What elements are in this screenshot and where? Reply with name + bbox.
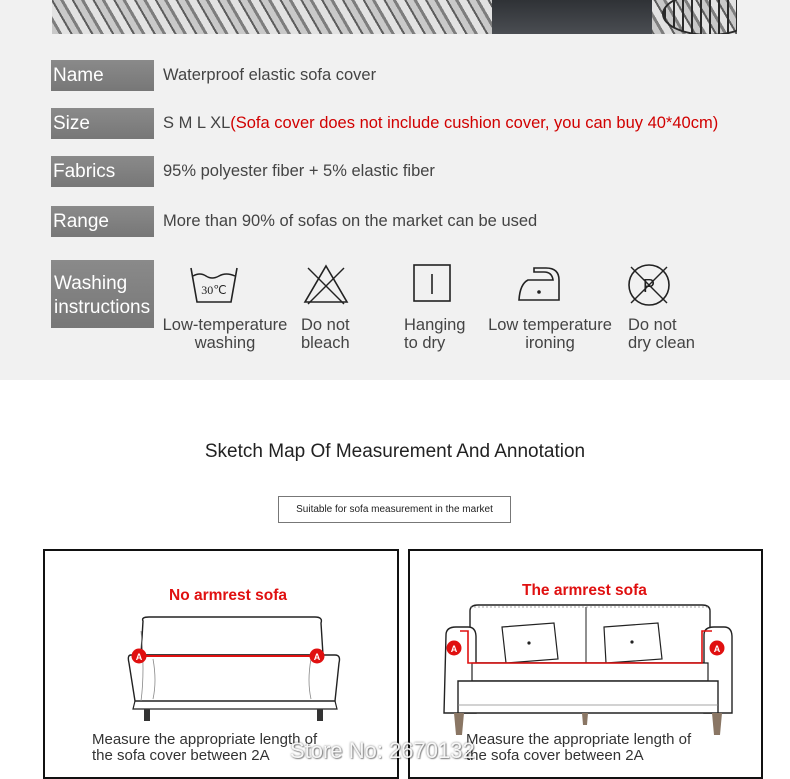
marker-a-right-label: A bbox=[313, 652, 321, 662]
caption-line: washing bbox=[194, 334, 256, 352]
washing-label-line1: Washing bbox=[54, 273, 128, 294]
panel-caption-armrest bbox=[466, 732, 691, 764]
marker-a-left-label: A bbox=[135, 652, 143, 662]
caption-line: bleach bbox=[301, 334, 350, 352]
caption-line: dry clean bbox=[628, 334, 695, 352]
panel-title-no-armrest: No armrest sofa bbox=[169, 587, 288, 604]
wash-30-icon bbox=[188, 262, 240, 306]
marker-a-right-label: A bbox=[713, 644, 721, 654]
caption-line: Do not bbox=[301, 316, 350, 334]
hang-dry-icon bbox=[411, 262, 453, 304]
wash-item-low-iron bbox=[480, 260, 620, 355]
spec-row-range bbox=[51, 206, 781, 237]
spec-row-fabrics bbox=[51, 156, 781, 187]
caption-line: Do not bbox=[628, 316, 677, 334]
panel-caption-no-armrest bbox=[92, 732, 317, 764]
caption-line: the sofa cover between 2A bbox=[92, 747, 270, 764]
wash-item-no-bleach bbox=[300, 260, 370, 355]
store-watermark: Store No: 2670132 bbox=[290, 738, 475, 763]
section-title: Sketch Map Of Measurement And Annotation bbox=[204, 441, 586, 462]
caption-line: Measure the appropriate length of bbox=[92, 731, 318, 748]
spec-label-fabrics: Fabrics bbox=[51, 156, 154, 187]
caption-line: Low-temperature bbox=[162, 316, 288, 334]
spec-value-name: Waterproof elastic sofa cover bbox=[163, 66, 377, 84]
caption-line: Hanging bbox=[404, 316, 466, 334]
caption-line: ironing bbox=[525, 334, 575, 352]
spec-row-size bbox=[51, 108, 781, 139]
marker-a-left-label: A bbox=[450, 644, 458, 654]
panel-title-armrest: The armrest sofa bbox=[522, 582, 647, 599]
suitable-box: Suitable for sofa measurement in the market bbox=[278, 496, 511, 523]
wash-item-low-temp-washing bbox=[155, 260, 295, 355]
stool-photo bbox=[662, 0, 737, 34]
spec-value-range: More than 90% of sofas on the market can be used bbox=[163, 212, 538, 230]
caption-line: to dry bbox=[404, 334, 446, 352]
wash-temp-text: 30℃ bbox=[201, 283, 227, 297]
low-iron-icon bbox=[516, 262, 562, 304]
spec-label-washing bbox=[51, 260, 154, 328]
spec-label-name: Name bbox=[51, 60, 154, 91]
wash-item-hang-dry bbox=[403, 260, 483, 355]
wash-caption-5 bbox=[628, 316, 695, 352]
caption-line: Measure the appropriate length of bbox=[466, 731, 692, 748]
caption-line: the sofa cover between 2A bbox=[466, 747, 644, 764]
wash-caption-1 bbox=[155, 316, 295, 352]
no-dry-clean-icon bbox=[626, 262, 672, 308]
wash-item-no-dry-clean bbox=[626, 260, 716, 355]
size-note: (Sofa cover does not include cushion cover, you can buy 40*40cm) bbox=[230, 114, 719, 132]
no-bleach-icon bbox=[302, 262, 350, 306]
spec-label-range: Range bbox=[51, 206, 154, 237]
size-options: S M L XL bbox=[163, 114, 231, 132]
sofa-photo bbox=[492, 0, 652, 34]
spec-value-size bbox=[163, 114, 718, 133]
wash-caption-4 bbox=[480, 316, 620, 352]
wash-caption-3 bbox=[404, 316, 465, 352]
spec-value-fabrics: 95% polyester fiber + 5% elastic fiber bbox=[163, 162, 435, 180]
specs-panel bbox=[0, 0, 790, 380]
product-photo-strip bbox=[52, 0, 737, 34]
spec-row-name bbox=[51, 60, 781, 91]
washing-label-line2: instructions bbox=[54, 297, 151, 318]
wash-caption-2 bbox=[301, 316, 350, 352]
spec-label-size: Size bbox=[51, 108, 154, 139]
caption-line: Low temperature bbox=[488, 316, 612, 334]
dry-clean-letter: P bbox=[642, 276, 656, 296]
